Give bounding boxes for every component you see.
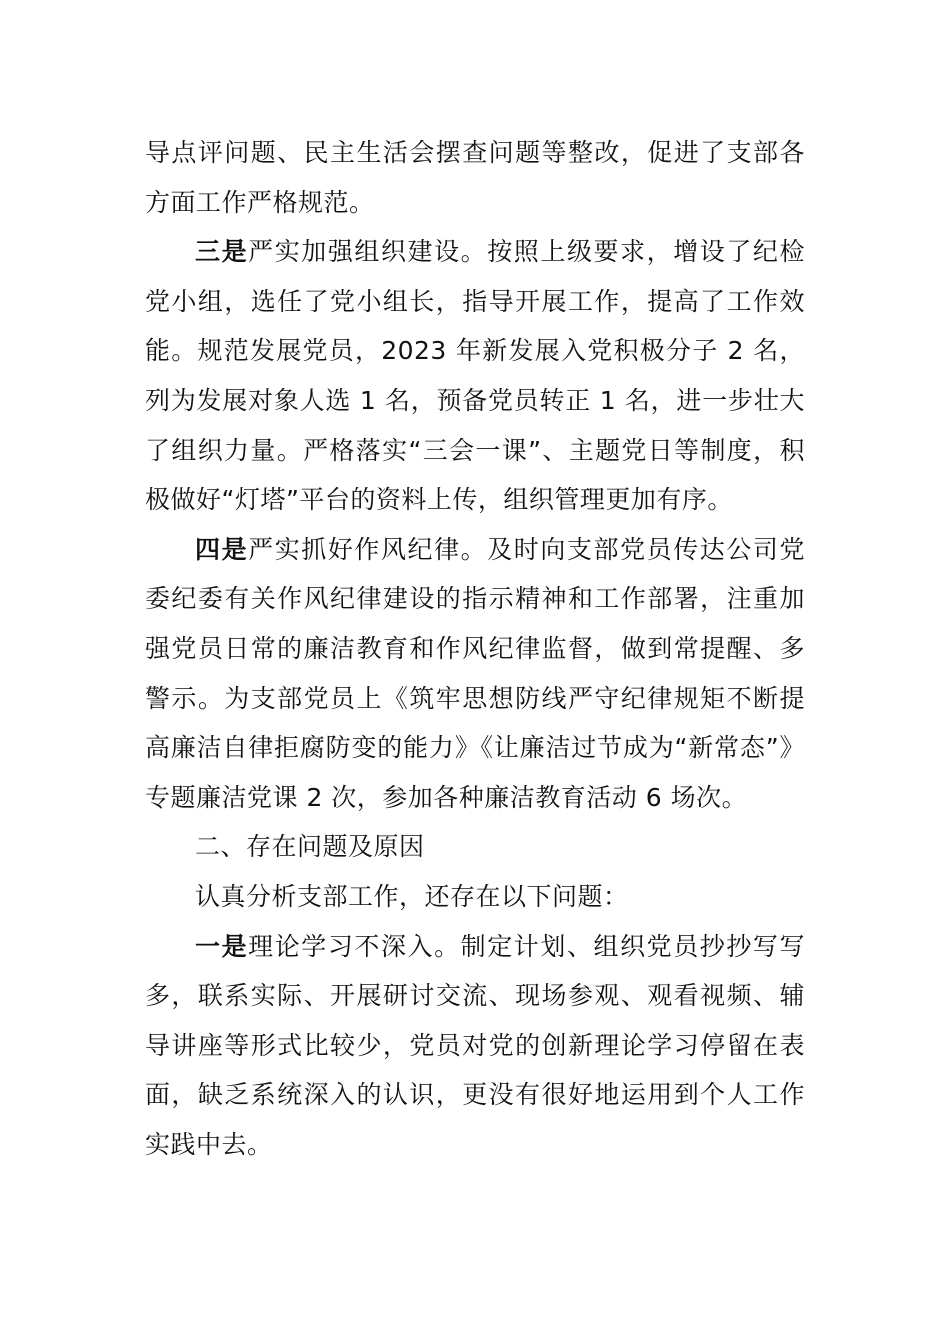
paragraph-problems-intro [145, 872, 805, 922]
paragraph-text: 严实加强组织建设。按照上级要求，增设了纪检党小组，选任了党小组长，指导开展工作，提高了工作效能。规范发展党员，2023 年新发展入党积极分子 2 名，列为发展对象人选 1 名，预备党员转正 1 名，进一步壮大了组织力量。严格落实“三会一课”、主题党日等制度，积极做好“灯塔”平台的资料上传，组织管理更加有序。 [145, 237, 805, 515]
paragraph-text: 理论学习不深入。制定计划、组织党员抄抄写写多，联系实际、开展研讨交流、现场参观、观看视频、辅导讲座等形式比较少，党员对党的创新理论学习停留在表面，缺乏系统深入的认识，更没有很好地运用到个人工作实践中去。 [145, 931, 805, 1159]
paragraph-organization-building [145, 227, 805, 525]
paragraph-lead: 四是 [195, 534, 249, 564]
paragraph-discipline-style [145, 525, 805, 823]
paragraph-lead: 一是 [195, 931, 249, 961]
section-heading-problems [145, 822, 805, 872]
paragraph-text: 认真分析支部工作，还存在以下问题： [195, 881, 629, 911]
document-body [145, 128, 805, 1169]
paragraph-theory-study [145, 922, 805, 1170]
paragraph-lead: 三是 [195, 237, 249, 267]
paragraph-text: 导点评问题、民主生活会摆查问题等整改，促进了支部各方面工作严格规范。 [145, 138, 805, 217]
heading-text: 二、存在问题及原因 [195, 832, 425, 862]
paragraph-text: 严实抓好作风纪律。及时向支部党员传达公司党委纪委有关作风纪律建设的指示精神和工作部署，注重加强党员日常的廉洁教育和作风纪律监督，做到常提醒、多警示。为支部党员上《筑牢思想防线严守纪律规矩不断提高廉洁自律拒腐防变的能力》《让廉洁过节成为“新常态”》专题廉洁党课 2 次，参加各种廉洁教育活动 6 场次。 [145, 534, 805, 812]
paragraph-rectification-continued [145, 128, 805, 227]
